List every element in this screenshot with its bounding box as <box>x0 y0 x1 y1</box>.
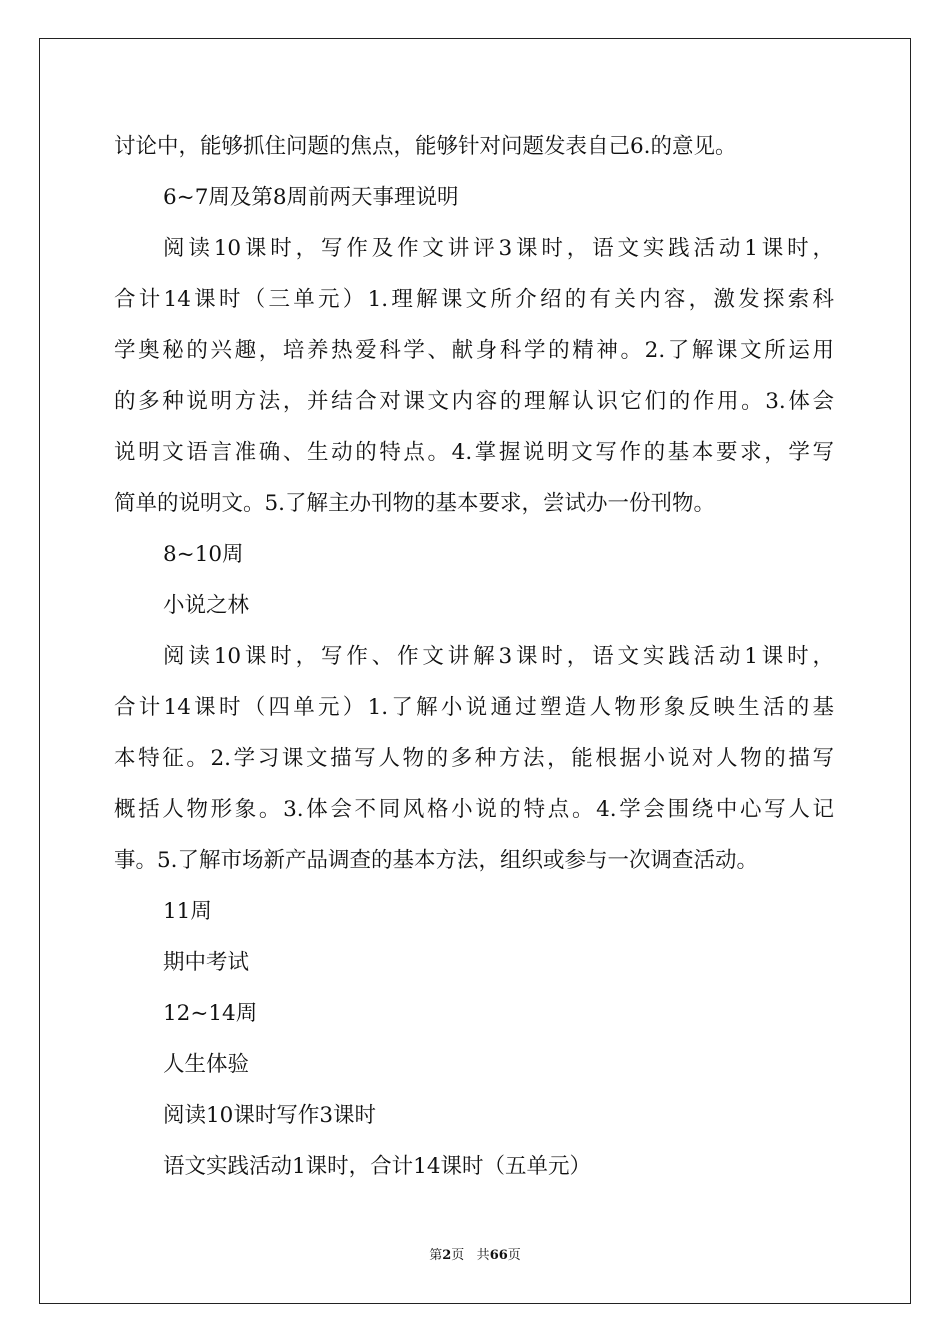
unit-title: 人生体验 <box>163 1052 250 1077</box>
page-suffix: 页 <box>451 1248 465 1263</box>
unit-title: 小说之林 <box>163 593 250 618</box>
paragraph-line: 合计14课时（四单元）1.了解小说通过塑造人物形象反映生活的基 <box>114 695 834 720</box>
paragraph-line: 的多种说明方法，并结合对课文内容的理解认识它们的作用。3.体会 <box>114 389 834 414</box>
unit-title: 期中考试 <box>163 950 250 975</box>
paragraph-line: 合计14课时（三单元）1.理解课文所介绍的有关内容，激发探索科 <box>114 287 834 312</box>
section-heading: 6~7周及第8周前两天事理说明 <box>163 185 459 210</box>
document-body <box>114 121 834 1192</box>
paragraph-line: 事。5.了解市场新产品调查的基本方法，组织或参与一次调查活动。 <box>114 848 759 873</box>
week-range: 8~10周 <box>163 542 244 567</box>
paragraph-line: 概括人物形象。3.体会不同风格小说的特点。4.学会围绕中心写人记 <box>114 797 834 822</box>
page-footer <box>0 1246 950 1266</box>
page-number: 2 <box>442 1248 452 1263</box>
paragraph-line: 阅读10课时，写作及作文讲评3课时，语文实践活动1课时， <box>163 236 834 261</box>
week-range: 12~14周 <box>163 1001 258 1026</box>
week-range: 11周 <box>163 899 212 924</box>
total-suffix: 页 <box>507 1248 521 1263</box>
page-prefix: 第 <box>429 1248 443 1263</box>
paragraph-line: 说明文语言准确、生动的特点。4.掌握说明文写作的基本要求，学写 <box>114 440 834 465</box>
paragraph-line: 学奥秘的兴趣，培养热爱科学、献身科学的精神。2.了解课文所运用 <box>114 338 834 363</box>
paragraph-line: 讨论中，能够抓住问题的焦点，能够针对问题发表自己6.的意见。 <box>114 134 737 159</box>
paragraph-line: 简单的说明文。5.了解主办刊物的基本要求，尝试办一份刊物。 <box>114 491 716 516</box>
total-prefix: 共 <box>476 1248 490 1263</box>
paragraph-line: 阅读10课时，写作、作文讲解3课时，语文实践活动1课时， <box>163 644 834 669</box>
paragraph-line: 阅读10课时写作3课时 <box>163 1103 377 1128</box>
paragraph-line: 语文实践活动1课时，合计14课时（五单元） <box>163 1154 592 1179</box>
paragraph-line: 本特征。2.学习课文描写人物的多种方法，能根据小说对人物的描写 <box>114 746 834 771</box>
total-pages: 66 <box>489 1248 508 1263</box>
